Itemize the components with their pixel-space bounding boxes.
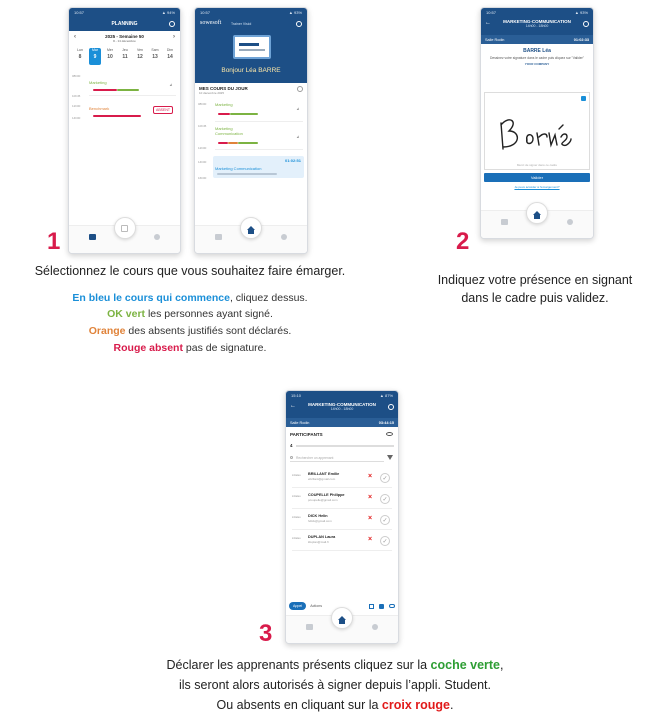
calendar-icon[interactable]: [215, 234, 222, 240]
search-placeholder: Rechercher un apprenant: [296, 456, 334, 460]
status-time: 15:10: [291, 393, 302, 398]
course-title: Marketing: [89, 80, 107, 85]
session-timer: 03:44:15: [378, 420, 394, 425]
home-icon: [533, 211, 541, 215]
day-lun[interactable]: [74, 48, 86, 65]
participant-name: DUPLAN Laura: [308, 535, 336, 539]
participant-name: BRILLANT Emilie: [308, 472, 340, 476]
day-sam[interactable]: [149, 48, 161, 65]
participant-count: 4: [290, 443, 293, 448]
avatar: initiales: [292, 474, 301, 477]
status-time: 10:57: [486, 10, 497, 15]
prev-week-icon[interactable]: ‹: [74, 34, 76, 40]
step-number-1: 1: [47, 228, 61, 255]
participant-email: pcoupelle@gmail.com: [308, 498, 338, 502]
course-title: Marketing Communication: [215, 126, 243, 136]
greeting: Bonjour Léa BARRE: [221, 67, 281, 74]
app-header: [286, 400, 398, 418]
step3-text: .: [449, 698, 454, 712]
profile-icon[interactable]: [372, 624, 378, 630]
back-arrow-icon[interactable]: ←: [485, 20, 491, 26]
home-banner: [195, 17, 307, 83]
participant-email: hdick@gmail.com: [308, 519, 332, 523]
time-label: 10h45: [72, 94, 81, 98]
refresh-icon[interactable]: [169, 21, 175, 27]
signature-hint: Merci de signer dans ce cadre: [516, 163, 558, 167]
avatar: initiales: [292, 495, 301, 498]
tab-appel[interactable]: Appel: [289, 602, 306, 610]
step3-caption-line3: [0, 697, 670, 714]
id-card-illustration: [233, 35, 271, 59]
present-check-icon[interactable]: ✓: [380, 515, 390, 525]
step1-caption: Sélectionnez le cours que vous souhaitez faire émarger.: [34, 264, 346, 278]
course-timer: 01:02:51: [284, 158, 301, 163]
section-title: MES COURS DU JOUR: [199, 86, 248, 91]
step2-caption-line2: dans le cadre puis validez.: [461, 291, 609, 305]
phone-planning: [68, 7, 181, 254]
signature-drawing: [487, 103, 593, 163]
day-name: Lun: [77, 48, 83, 52]
bottom-nav: [195, 225, 307, 253]
courses-section: [195, 83, 307, 95]
progress-bar: [217, 173, 277, 175]
status-bar: [195, 8, 307, 17]
phone-signature: [480, 7, 594, 239]
legend-blue: [0, 291, 380, 306]
section-date: 10 décembre 2025: [199, 91, 225, 95]
avatar: initiales: [292, 516, 301, 519]
session-time: 14h00 - 18h00: [330, 407, 354, 411]
day-mer[interactable]: [104, 48, 116, 65]
course-title: Marketing Communication: [215, 166, 262, 171]
bottom-nav: [286, 615, 398, 643]
calendar-icon[interactable]: [306, 624, 313, 630]
status-battery: ▲ 94%: [161, 10, 175, 15]
step3-caption-line1: [0, 657, 670, 674]
time-label: 12h00: [198, 146, 207, 150]
room-label: Salle Rodin: [485, 37, 505, 42]
absent-cross-icon[interactable]: ×: [368, 494, 373, 501]
day-dim[interactable]: [164, 48, 176, 65]
participants-header: [286, 427, 398, 467]
eraser-icon[interactable]: [581, 96, 586, 101]
search-input[interactable]: [290, 454, 384, 462]
session-time: 14h00 - 18h00: [525, 24, 549, 28]
refresh-icon[interactable]: [388, 404, 394, 410]
signature-icon: 𝓈: [296, 134, 299, 140]
signature-header: [481, 44, 593, 66]
day-number: 9: [93, 54, 97, 60]
day-name: Sam: [151, 48, 159, 52]
time-label: 08h00: [72, 74, 81, 78]
justified-bar: [228, 142, 238, 144]
day-number: 12: [137, 54, 143, 60]
status-bar: [481, 8, 593, 17]
status-battery: ▲ 87%: [379, 393, 393, 398]
phone-participants: [285, 390, 399, 644]
absent-cross-icon[interactable]: ×: [368, 515, 373, 522]
brand-sub: Trainer Visiol: [231, 22, 252, 26]
filter-icon[interactable]: [387, 455, 393, 460]
participant-row[interactable]: [292, 510, 392, 530]
step3-text: Ou absents en cliquant sur la: [216, 698, 382, 712]
legend-orange-text: des absents justifiés sont déclarés.: [125, 325, 292, 337]
home-icon: [338, 616, 346, 620]
day-number: 10: [107, 54, 113, 60]
sitemap-icon[interactable]: [379, 604, 384, 609]
week-label: 2025 - Semaine 50: [105, 34, 144, 39]
home-button[interactable]: [240, 217, 262, 239]
signed-bar: [238, 142, 258, 144]
home-button[interactable]: [114, 217, 136, 239]
absent-badge: ABSENT: [153, 106, 173, 114]
profile-icon[interactable]: [281, 234, 287, 240]
participant-list: [286, 468, 398, 558]
day-number: 8: [78, 54, 82, 60]
participant-row[interactable]: [292, 468, 392, 488]
course-card-current[interactable]: [213, 156, 304, 178]
legend-green-key: OK vert: [107, 308, 146, 320]
time-label: 08h00: [198, 102, 207, 106]
link-icon[interactable]: [389, 604, 395, 608]
phone-home: [194, 7, 308, 254]
signed-bar: [230, 113, 258, 115]
app-header: [481, 17, 593, 35]
legend-blue-text: , cliquez dessus.: [229, 292, 308, 304]
legend-green: [0, 307, 380, 322]
signed-bar: [117, 89, 139, 91]
absent-cross-icon[interactable]: ×: [368, 473, 373, 480]
status-bar: [286, 391, 398, 400]
timeline: [195, 98, 307, 198]
time-label: 10h45: [198, 124, 207, 128]
calendar-icon[interactable]: [89, 234, 96, 240]
status-bar: [69, 8, 180, 17]
participants-title: PARTICIPANTS: [290, 432, 323, 437]
legend-blue-key: En bleu le cours qui commence: [72, 292, 230, 304]
home-icon: [247, 226, 255, 230]
participant-email: lduplan@mail.fr: [308, 540, 329, 544]
day-name: Ven: [136, 48, 144, 52]
company-logo: YOUR COMPANY: [524, 62, 550, 66]
course-title: Benchmark: [89, 106, 110, 111]
back-arrow-icon[interactable]: ←: [290, 403, 296, 409]
refresh-icon[interactable]: [583, 21, 589, 27]
step-number-3: 3: [259, 620, 273, 647]
validate-button[interactable]: Valider: [484, 173, 590, 182]
step-number-2: 2: [456, 228, 470, 255]
logout-icon[interactable]: [296, 21, 302, 27]
participant-row[interactable]: [292, 489, 392, 509]
legend-green-text: les personnes ayant signé.: [145, 308, 273, 320]
profile-icon[interactable]: [154, 234, 160, 240]
status-time: 10:57: [74, 10, 85, 15]
absent-bar: [93, 89, 117, 91]
step3-green-key: coche verte: [430, 658, 501, 672]
app-header: [69, 17, 180, 31]
signature-pad[interactable]: [484, 92, 590, 170]
participant-name: DICK Helin: [308, 514, 328, 518]
profile-icon[interactable]: [567, 219, 573, 225]
participant-name: COUPELLE Philippe: [308, 493, 345, 497]
legend-red: [0, 341, 380, 356]
home-button[interactable]: [331, 607, 353, 629]
signature-instructions: Dessinez votre signature dans le cadre puis cliquez sur "Valider": [490, 56, 584, 60]
absent-bar: [218, 142, 228, 144]
home-button[interactable]: [526, 202, 548, 224]
present-check-icon[interactable]: ✓: [380, 473, 390, 483]
present-check-icon[interactable]: ✓: [380, 494, 390, 504]
day-strip: [69, 48, 180, 66]
session-timer: 01:02:33: [573, 37, 589, 42]
status-battery: ▲ 93%: [288, 10, 302, 15]
status-battery: ▲ 93%: [574, 10, 588, 15]
session-info-bar: [481, 35, 593, 44]
participant-email: ebrillant@gmail.com: [308, 477, 336, 481]
course-card[interactable]: [215, 126, 303, 150]
calendar-icon[interactable]: [501, 219, 508, 225]
course-title: Marketing: [215, 102, 233, 107]
legend-orange: [0, 324, 380, 339]
signature-icon: 𝓈: [296, 106, 299, 112]
signature-icon: 𝓈: [169, 82, 172, 88]
brand-logo: sowesoft: [200, 20, 222, 26]
day-number: 14: [167, 54, 173, 60]
day-number: 11: [122, 54, 128, 60]
course-card-benchmark[interactable]: [89, 104, 176, 124]
tab-actions[interactable]: Actions: [310, 604, 322, 608]
course-card[interactable]: [215, 102, 303, 122]
legend-orange-key: Orange: [88, 325, 126, 337]
filter-icon[interactable]: [297, 86, 303, 92]
day-jeu[interactable]: [119, 48, 131, 65]
day-number: 13: [152, 54, 158, 60]
participant-row[interactable]: [292, 531, 392, 551]
day-name: Dim: [166, 48, 174, 52]
next-week-icon[interactable]: ›: [173, 34, 175, 40]
bottom-nav: [69, 225, 180, 253]
avatar: initiales: [292, 537, 301, 540]
session-title: MARKETING-COMMUNICATION: [503, 19, 571, 24]
course-card-marketing[interactable]: [89, 78, 176, 96]
page-title: PLANNING: [111, 21, 138, 27]
day-name: Mar: [91, 48, 99, 52]
room-label: Salle Rodin: [290, 420, 310, 425]
day-name: Jeu: [122, 48, 128, 52]
day-ven[interactable]: [134, 48, 146, 65]
timeline: [69, 68, 180, 225]
step3-text: Déclarer les apprenants présents cliquez sur la: [166, 658, 431, 672]
step2-caption-line1: Indiquez votre présence en signant: [437, 273, 633, 287]
time-label: 14h00: [72, 116, 81, 120]
present-check-icon[interactable]: ✓: [380, 536, 390, 546]
search-icon: [290, 456, 293, 459]
step3-red-key: croix rouge: [381, 698, 450, 712]
session-info-bar: [286, 418, 398, 427]
absent-cross-icon[interactable]: ×: [368, 536, 373, 543]
absent-bar: [93, 115, 141, 117]
session-title: MARKETING-COMMUNICATION: [308, 402, 376, 407]
week-selector: [69, 31, 180, 47]
time-label: 12h00: [72, 104, 81, 108]
status-time: 10:57: [200, 10, 211, 15]
qr-icon[interactable]: [369, 604, 374, 609]
absent-bar: [218, 113, 230, 115]
day-mar[interactable]: [89, 48, 101, 65]
legend-red-key: Rouge absent: [113, 342, 183, 354]
learner-name: BARRE Léa: [523, 48, 551, 54]
step3-caption-line2: ils seront alors autorisés à signer depuis l’appli. Student.: [179, 678, 491, 692]
help-link[interactable]: Je peux accéder à l'émargement?: [514, 185, 560, 189]
hide-icon[interactable]: [386, 432, 393, 436]
time-label: 16h00: [198, 176, 207, 180]
home-icon: [121, 225, 128, 232]
signature-progress: [296, 445, 394, 447]
week-range: 8 - 14 décembre: [113, 39, 136, 43]
legend-red-text: pas de signature.: [182, 342, 267, 354]
step3-text: ,: [500, 658, 504, 672]
day-name: Mer: [106, 48, 114, 52]
time-label: 14h00: [198, 160, 207, 164]
bottom-nav: [481, 210, 593, 238]
